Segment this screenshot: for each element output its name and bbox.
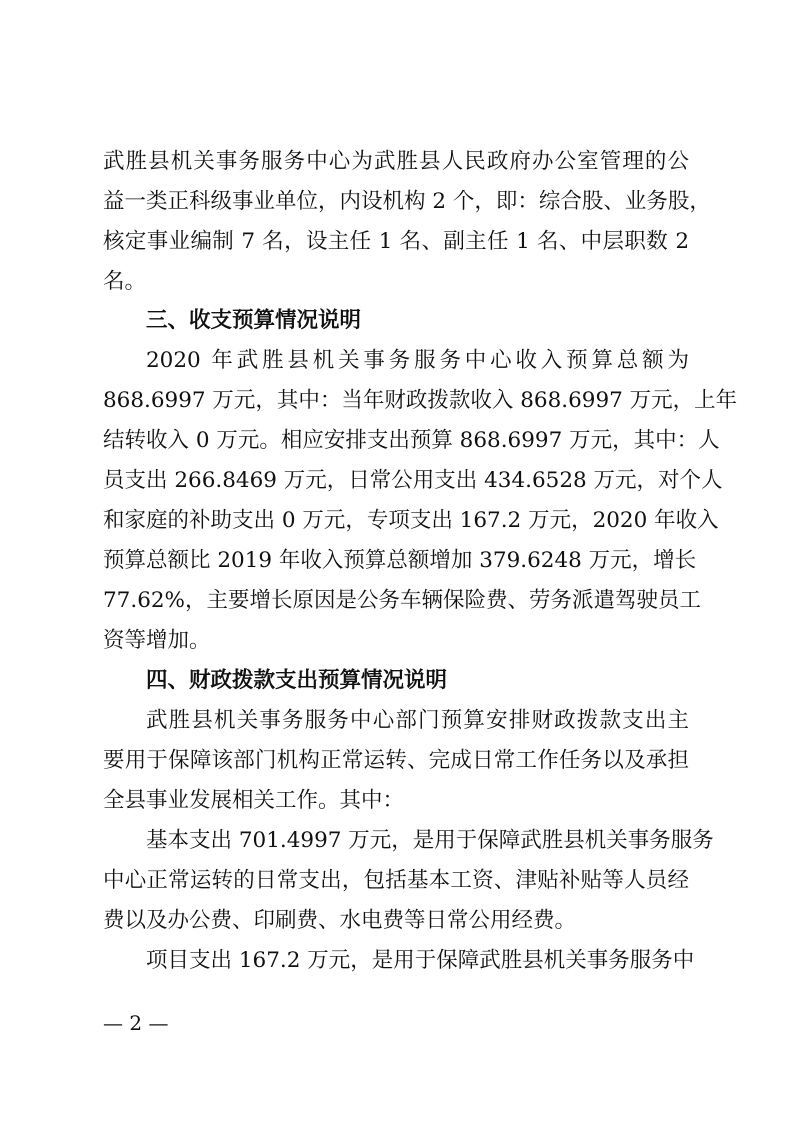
paragraph-line: 核定事业编制 7 名，设主任 1 名、副主任 1 名、中层职数 2 <box>103 229 689 254</box>
paragraph-line: 2020 年武胜县机关事务服务中心收入预算总额为 <box>146 348 689 373</box>
page-number: — 2 — <box>103 1011 169 1035</box>
paragraph-line: 结转收入 0 万元。相应安排支出预算 868.6997 万元，其中：人 <box>103 428 720 453</box>
paragraph-line: 要用于保障该部门机构正常运转、完成日常工作任务以及承担 <box>103 748 689 773</box>
paragraph-line: 员支出 266.8469 万元，日常公用支出 434.6528 万元，对个人 <box>103 468 723 493</box>
paragraph-line: 中心正常运转的日常支出，包括基本工资、津贴补贴等人员经 <box>103 868 689 893</box>
paragraph-line: 868.6997 万元，其中：当年财政拨款收入 868.6997 万元，上年 <box>103 388 738 413</box>
paragraph-line: 名。 <box>103 269 147 294</box>
paragraph-line: 预算总额比 2019 年收入预算总额增加 379.6248 万元，增长 <box>103 548 697 573</box>
paragraph-line: 资等增加。 <box>103 628 211 653</box>
paragraph-line: 和家庭的补助支出 0 万元，专项支出 167.2 万元，2020 年收入 <box>103 508 719 533</box>
section-heading: 三、收支预算情况说明 <box>146 308 362 333</box>
paragraph-line: 费以及办公费、印刷费、水电费等日常公用经费。 <box>103 908 577 933</box>
paragraph-line: 77.62%，主要增长原因是公务车辆保险费、劳务派遣驾驶员工 <box>103 588 701 613</box>
paragraph-line: 武胜县机关事务服务中心部门预算安排财政拨款支出主 <box>146 708 689 733</box>
section-heading: 四、财政拨款支出预算情况说明 <box>146 668 448 693</box>
paragraph-line: 益一类正科级事业单位，内设机构 2 个，即：综合股、业务股， <box>103 189 711 214</box>
paragraph-line: 基本支出 701.4997 万元，是用于保障武胜县机关事务服务 <box>146 828 714 853</box>
paragraph-line: 武胜县机关事务服务中心为武胜县人民政府办公室管理的公 <box>103 149 689 174</box>
paragraph-line: 项目支出 167.2 万元，是用于保障武胜县机关事务服务中 <box>146 948 695 973</box>
paragraph-line: 全县事业发展相关工作。其中： <box>103 788 405 813</box>
